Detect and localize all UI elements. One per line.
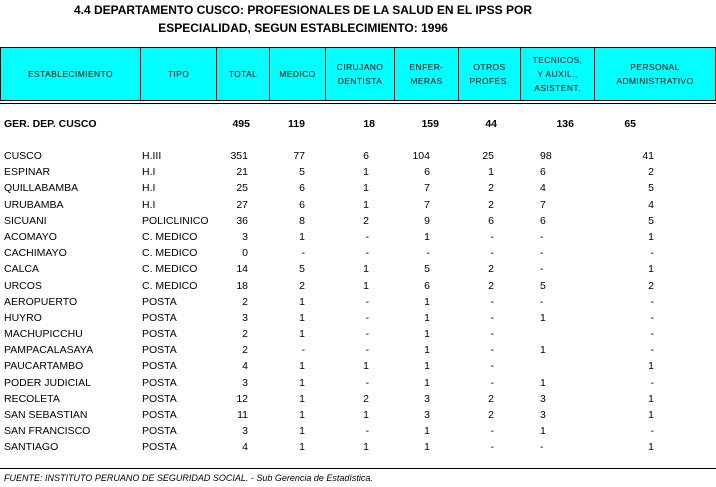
cell-enfermeras: 1	[424, 441, 430, 454]
cell-medico: 8	[299, 214, 305, 227]
header-total: TOTAL	[217, 48, 270, 100]
cell-admin: 5	[648, 214, 654, 227]
cell-total: 11	[237, 409, 248, 421]
table-row	[0, 440, 716, 456]
cell-medico: 5	[299, 263, 305, 276]
table-row	[0, 327, 716, 343]
table-title-line-1: 4.4 DEPARTAMENTO CUSCO: PROFESIONALES DE LA SALUD EN EL IPSS POR	[73, 3, 533, 17]
cell-medico: 1	[299, 230, 305, 243]
cell-admin: 1	[648, 263, 654, 276]
table-row	[0, 246, 716, 262]
cell-otros: 2	[488, 263, 494, 276]
cell-otros: -	[490, 360, 494, 373]
cell-enfermeras: 1	[424, 360, 430, 373]
cell-total: 3	[242, 230, 248, 243]
cell-tipo: H.I	[142, 198, 156, 211]
footer-divider	[0, 468, 716, 469]
cell-admin: 1	[648, 230, 654, 243]
cell-name: SICUANI	[4, 214, 47, 227]
cell-tecnicos: 6	[540, 166, 546, 179]
cell-dentista: 1	[363, 166, 369, 179]
table-row	[0, 149, 716, 165]
cell-name: URCOS	[4, 279, 42, 292]
cell-enfermeras: 6	[424, 166, 430, 179]
cell-admin: 1	[648, 392, 654, 405]
cell-medico: 5	[299, 166, 305, 179]
cell-admin: 4	[648, 198, 654, 211]
table-row	[0, 392, 716, 408]
cell-otros: -	[490, 328, 494, 341]
cell-otros: 6	[488, 214, 494, 227]
cell-tecnicos: 4	[540, 182, 546, 195]
cell-total: 4	[242, 360, 248, 373]
cell-medico: 1	[299, 295, 305, 308]
cell-tipo: POLICLINICO	[142, 214, 209, 227]
cell-tipo: POSTA	[142, 441, 177, 454]
cell-otros: -	[490, 247, 494, 260]
cell-enfermeras: 3	[424, 392, 430, 405]
cell-dentista: -	[365, 328, 369, 341]
cell-otros: -	[490, 311, 494, 324]
header-personal-administrativo: PERSONAL ADMINISTRATIVO	[616, 62, 694, 86]
total-row	[0, 117, 716, 131]
cell-tipo: H.I	[142, 166, 156, 179]
header-otros-profes: OTROS PROFES.	[459, 48, 521, 100]
cell-admin: 1	[648, 409, 654, 421]
table-row	[0, 165, 716, 181]
cell-tecnicos: 7	[540, 198, 546, 211]
cell-dentista: -	[365, 295, 369, 308]
cell-name: ACOMAYO	[4, 230, 57, 243]
cell-total: 3	[242, 376, 248, 389]
cell-tecnicos: -	[540, 247, 544, 260]
cell-enfermeras: 6	[424, 279, 430, 292]
cell-medico: 2	[299, 279, 305, 292]
cell-enfermeras: 1	[424, 425, 430, 438]
total-establecimiento: GER. DEP. CUSCO	[4, 118, 97, 130]
cell-dentista: 1	[363, 182, 369, 195]
cell-medico: 77	[293, 150, 305, 162]
cell-medico: -	[301, 344, 305, 357]
cell-tecnicos: 1	[540, 311, 546, 324]
cell-otros: 1	[488, 166, 494, 179]
cell-medico: 1	[299, 376, 305, 389]
cell-name: PAUCARTAMBO	[4, 360, 84, 373]
cell-name: SAN FRANCISCO	[4, 425, 91, 438]
cell-otros: 2	[488, 279, 494, 292]
table-row	[0, 230, 716, 246]
cell-total: 0	[242, 247, 248, 260]
cell-admin: -	[650, 295, 654, 308]
cell-tipo: H.I	[142, 182, 156, 195]
cell-otros: -	[490, 344, 494, 357]
cell-tecnicos: -	[540, 441, 544, 454]
cell-dentista: 1	[363, 409, 369, 421]
cell-tipo: POSTA	[142, 295, 177, 308]
cell-tipo: C. MEDICO	[142, 263, 198, 276]
cell-name: QUILLABAMBA	[4, 182, 79, 195]
cell-tipo: POSTA	[142, 392, 177, 405]
cell-otros: 2	[488, 409, 494, 421]
cell-dentista: 1	[363, 441, 369, 454]
cell-admin: 2	[648, 279, 654, 292]
cell-tecnicos: -	[540, 295, 544, 308]
cell-name: RECOLETA	[4, 392, 60, 405]
cell-enfermeras: 1	[424, 344, 430, 357]
table-row	[0, 181, 716, 197]
total-admin: 65	[624, 118, 636, 130]
table-row	[0, 376, 716, 392]
cell-total: 351	[230, 150, 248, 162]
cell-total: 21	[236, 166, 248, 179]
cell-total: 36	[236, 214, 248, 227]
cell-admin: -	[650, 376, 654, 389]
table-header	[0, 47, 716, 101]
table-row	[0, 343, 716, 359]
table-row	[0, 408, 716, 424]
cell-enfermeras: 1	[424, 295, 430, 308]
table-row	[0, 262, 716, 278]
cell-tecnicos: 1	[540, 425, 546, 438]
cell-dentista: 1	[363, 279, 369, 292]
source-note: FUENTE: INSTITUTO PERUANO DE SEGURIDAD SOCIAL. - Sub Gerencia de Estadística.	[4, 473, 373, 483]
cell-tecnicos: 6	[540, 214, 546, 227]
cell-medico: 1	[299, 328, 305, 341]
cell-enfermeras: -	[426, 247, 430, 260]
table-row	[0, 424, 716, 440]
total-otros: 44	[485, 118, 497, 130]
total-tecnicos: 136	[556, 118, 574, 130]
cell-admin: 41	[642, 150, 654, 162]
cell-total: 4	[242, 441, 248, 454]
table-row	[0, 295, 716, 311]
cell-admin: -	[650, 311, 654, 324]
cell-otros: -	[490, 441, 494, 454]
total-total: 495	[232, 118, 250, 130]
header-tipo: TIPO	[141, 48, 217, 100]
header-tecnicos: TECNICOS, Y AUXIL., ASISTENT.	[521, 48, 595, 100]
cell-tipo: POSTA	[142, 328, 177, 341]
cell-otros: -	[490, 295, 494, 308]
cell-tipo: POSTA	[142, 409, 177, 421]
cell-medico: -	[301, 247, 305, 260]
cell-admin: 1	[648, 441, 654, 454]
cell-dentista: -	[365, 230, 369, 243]
total-medico: 119	[288, 118, 305, 130]
cell-enfermeras: 9	[424, 214, 430, 227]
cell-name: CALCA	[4, 263, 40, 276]
cell-tipo: C. MEDICO	[142, 230, 198, 243]
cell-name: MACHUPICCHU	[4, 328, 83, 341]
cell-tecnicos: 3	[540, 392, 546, 405]
total-dentista: 18	[363, 118, 375, 130]
cell-otros: 2	[488, 392, 494, 405]
cell-medico: 1	[299, 360, 305, 373]
table-row	[0, 359, 716, 375]
cell-total: 12	[236, 392, 248, 405]
cell-tecnicos: 1	[540, 344, 546, 357]
cell-enfermeras: 1	[424, 376, 430, 389]
cell-enfermeras: 3	[424, 409, 430, 421]
cell-name: SANTIAGO	[4, 441, 59, 454]
header-cirujano-dentista: CIRUJANO DENTISTA	[326, 48, 395, 100]
cell-admin: 1	[648, 360, 654, 373]
cell-tecnicos: 3	[540, 409, 546, 421]
header-enfermeras: ENFER- MERAS	[395, 48, 459, 100]
table-row	[0, 279, 716, 295]
cell-tecnicos: 98	[540, 150, 552, 162]
cell-total: 2	[242, 344, 248, 357]
cell-dentista: 1	[363, 198, 369, 211]
cell-medico: 6	[299, 198, 305, 211]
cell-otros: 25	[482, 150, 494, 162]
cell-medico: 1	[299, 392, 305, 405]
cell-dentista: 2	[363, 392, 369, 405]
cell-name: PODER JUDICIAL	[4, 376, 91, 389]
cell-tecnicos: -	[540, 263, 544, 276]
cell-total: 2	[242, 328, 248, 341]
cell-dentista: 1	[363, 263, 369, 276]
cell-enfermeras: 1	[424, 311, 430, 324]
cell-name: CUSCO	[4, 150, 42, 162]
cell-name: PAMPACALASAYA	[4, 344, 94, 357]
cell-medico: 1	[299, 311, 305, 324]
cell-tipo: POSTA	[142, 360, 177, 373]
cell-tipo: POSTA	[142, 376, 177, 389]
cell-total: 27	[236, 198, 248, 211]
cell-total: 2	[242, 295, 248, 308]
cell-admin: -	[650, 344, 654, 357]
cell-name: CACHIMAYO	[4, 247, 67, 260]
cell-admin: 5	[648, 182, 654, 195]
cell-dentista: 1	[363, 360, 369, 373]
cell-total: 18	[236, 279, 248, 292]
cell-tipo: POSTA	[142, 344, 177, 357]
cell-enfermeras: 104	[412, 150, 430, 162]
cell-enfermeras: 7	[424, 198, 430, 211]
cell-admin: 2	[648, 166, 654, 179]
cell-tecnicos: -	[540, 230, 544, 243]
cell-name: AEROPUERTO	[4, 295, 78, 308]
cell-name: ESPINAR	[4, 166, 51, 179]
data-rows	[0, 149, 716, 457]
cell-medico: 1	[299, 441, 305, 454]
cell-admin: -	[650, 247, 654, 260]
cell-enfermeras: 7	[424, 182, 430, 195]
cell-otros: 2	[488, 182, 494, 195]
cell-name: SAN SEBASTIAN	[4, 409, 88, 421]
cell-name: HUYRO	[4, 311, 42, 324]
table-row	[0, 214, 716, 230]
cell-otros: 2	[488, 198, 494, 211]
cell-otros: -	[490, 230, 494, 243]
cell-dentista: 2	[363, 214, 369, 227]
cell-enfermeras: 1	[424, 230, 430, 243]
cell-medico: 1	[299, 409, 305, 421]
table-row	[0, 198, 716, 214]
header-divider	[0, 103, 716, 104]
cell-tipo: POSTA	[142, 311, 177, 324]
header-medico: MEDICO	[270, 48, 326, 100]
cell-tecnicos: 1	[540, 376, 546, 389]
cell-total: 3	[242, 311, 248, 324]
cell-dentista: -	[365, 425, 369, 438]
cell-dentista: 6	[363, 150, 369, 162]
cell-otros: -	[490, 425, 494, 438]
cell-otros: -	[490, 376, 494, 389]
table-title-line-2: ESPECIALIDAD, SEGUN ESTABLECIMIENTO: 1996	[158, 21, 448, 35]
cell-tipo: C. MEDICO	[142, 279, 198, 292]
cell-medico: 1	[299, 425, 305, 438]
cell-name: URUBAMBA	[4, 198, 64, 211]
cell-admin: -	[650, 328, 654, 341]
cell-dentista: -	[365, 344, 369, 357]
cell-total: 14	[236, 263, 248, 276]
cell-total: 3	[242, 425, 248, 438]
cell-enfermeras: 1	[424, 328, 430, 341]
cell-dentista: -	[365, 376, 369, 389]
cell-admin: -	[650, 425, 654, 438]
cell-medico: 6	[299, 182, 305, 195]
total-enfermeras: 159	[421, 118, 439, 130]
cell-enfermeras: 5	[424, 263, 430, 276]
cell-tipo: H.III	[142, 150, 162, 162]
cell-tipo: POSTA	[142, 425, 177, 438]
header-establecimiento: ESTABLECIMIENTO	[1, 48, 141, 100]
cell-dentista: -	[365, 247, 369, 260]
cell-dentista: -	[365, 311, 369, 324]
cell-total: 25	[236, 182, 248, 195]
table-row	[0, 311, 716, 327]
cell-tecnicos: 5	[540, 279, 546, 292]
cell-tipo: C. MEDICO	[142, 247, 198, 260]
